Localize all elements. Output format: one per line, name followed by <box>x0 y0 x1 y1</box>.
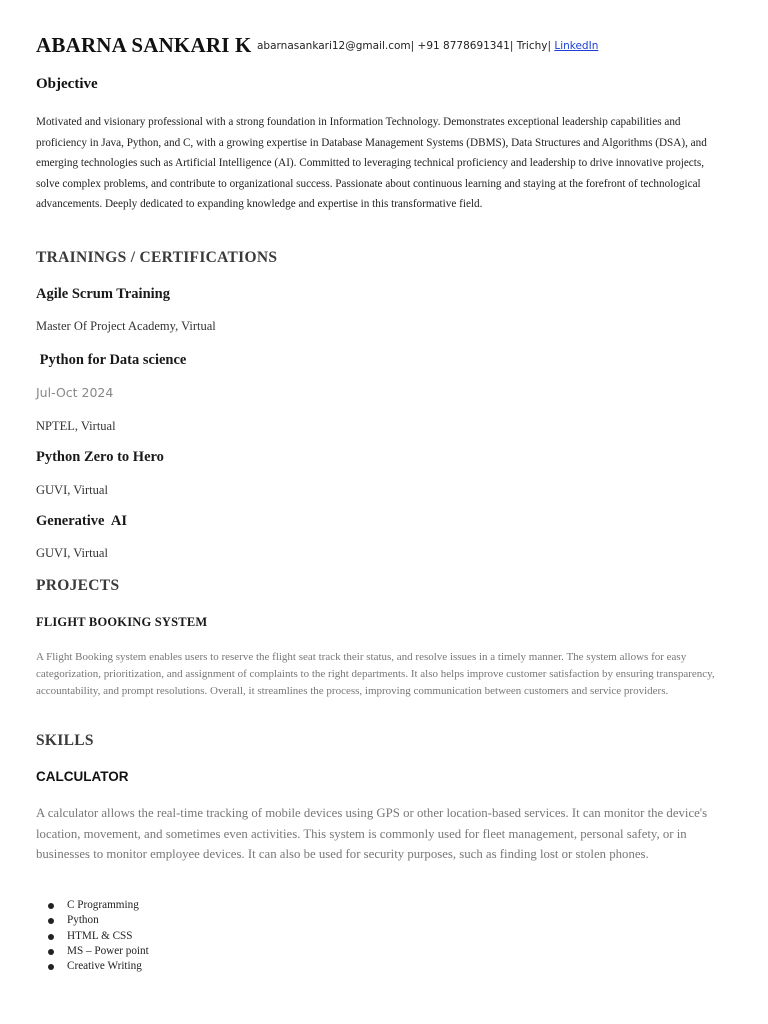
training-org: GUVI, Virtual <box>36 546 108 560</box>
skills-list <box>36 898 149 974</box>
skill-item: Creative Writing <box>36 959 149 974</box>
calculator-title: CALCULATOR <box>36 769 129 784</box>
training-org: NPTEL, Virtual <box>36 419 116 433</box>
skill-item: C Programming <box>36 898 149 913</box>
calculator-description: A calculator allows the real-time tracking of mobile devices using GPS or other location-based services. It can monitor the device's location, movement, and sometimes even activities. This system is commonly used for fleet management, personal safety, or in businesses to monitor employee devices. It can also be used for security purposes, such as finding lost or stolen phones. <box>36 806 708 861</box>
training-title: Python Zero to Hero <box>36 449 164 465</box>
skill-item: HTML & CSS <box>36 929 149 944</box>
trainings-heading: TRAININGS / CERTIFICATIONS <box>36 249 278 266</box>
contact-line <box>257 40 598 52</box>
training-title: Agile Scrum Training <box>36 286 170 302</box>
objective-heading: Objective <box>36 76 98 92</box>
training-org: Master Of Project Academy, Virtual <box>36 319 216 333</box>
project-title: FLIGHT BOOKING SYSTEM <box>36 615 208 629</box>
skills-heading: SKILLS <box>36 732 94 749</box>
contact-text: abarnasankari12@gmail.com| +91 8778691341| Trichy| <box>257 40 551 52</box>
objective-text: Motivated and visionary professional with a strong foundation in Information Technology. Demonstrates exceptional leadership capabilities and proficiency in Java, Python, and C, with a growing expertise in Database Management Systems (DBMS), Data Structures and Algorithms (DSA), and emerging technologies such as Artificial Intelligence (AI). Committed to leveraging technical proficiency and leadership to drive innovative projects, solve complex problems, and contribute to organizational success. Passionate about continuous learning and staying at the forefront of technological advancements. Deeply dedicated to expanding knowledge and expertise in this transformative field. <box>36 116 707 210</box>
training-org: GUVI, Virtual <box>36 483 108 497</box>
training-date: Jul-Oct 2024 <box>36 385 114 400</box>
project-description: A Flight Booking system enables users to reserve the flight seat track their status, and resolve issues in a timely manner. The system allows for easy categorization, prioritization, and assignment of complaints to the right departments. It also helps improve customer satisfaction by ensuring transparency, accountability, and prompt resolutions. Overall, it streamlines the process, improving communication between customers and service providers. <box>36 651 715 697</box>
skill-item: MS – Power point <box>36 944 149 959</box>
projects-heading: PROJECTS <box>36 577 120 594</box>
training-title: Generative AI <box>36 513 128 529</box>
training-title: Python for Data science <box>36 352 187 368</box>
linkedin-link[interactable]: LinkedIn <box>554 40 599 52</box>
candidate-name: ABARNA SANKARI K <box>36 33 252 57</box>
skill-item: Python <box>36 913 149 928</box>
